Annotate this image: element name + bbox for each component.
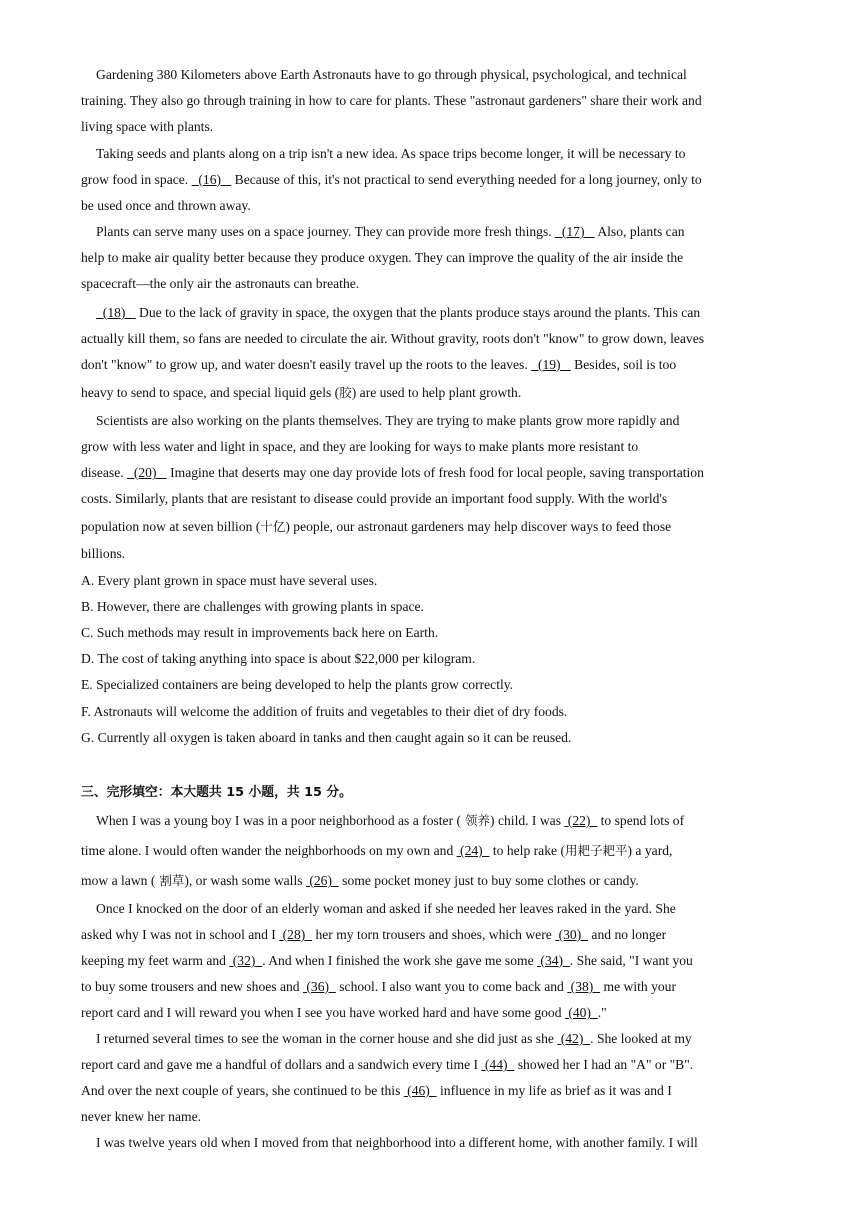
text-line: help to make air quality better because they produce oxygen. They can improve the quality of the air inside the	[81, 250, 684, 265]
paragraph-uses	[81, 219, 781, 297]
text-segment: I returned several times to see the woman in the corner house and she did just as she	[96, 1031, 558, 1046]
text-line	[81, 974, 781, 1000]
blank-36[interactable]: (36)	[303, 979, 336, 994]
text-line	[81, 1078, 781, 1104]
text-segment-cjk: 用耙子耙平	[564, 843, 628, 858]
text-line: living space with plants.	[81, 119, 214, 134]
paragraph-elderly-woman	[81, 896, 781, 1026]
text-line: spacecraft—the only air the astronauts can breathe.	[81, 276, 360, 291]
text-segment: . And when I finished the work she gave me some	[262, 953, 538, 968]
text-line	[81, 922, 781, 948]
blank-19[interactable]: (19)	[531, 357, 571, 372]
text-segment: heavy to send to space, and special liquid gels (	[81, 385, 340, 400]
text-segment: asked why I was not in school and I	[81, 927, 280, 942]
paragraph-intro	[81, 62, 781, 140]
text-line: actually kill them, so fans are needed to circulate the air. Without gravity, roots don't "know" to grow down, leaves	[81, 331, 705, 346]
text-segment: ), or wash some walls	[184, 873, 306, 888]
text-line: never knew her name.	[81, 1109, 202, 1124]
text-line	[81, 512, 781, 541]
text-line	[81, 300, 781, 326]
text-segment: ."	[597, 1005, 607, 1020]
text-segment: grow food in space.	[81, 172, 192, 187]
blank-17[interactable]: (17)	[555, 224, 595, 239]
text-line	[81, 219, 781, 245]
blank-44[interactable]: (44)	[481, 1057, 515, 1072]
text-line	[81, 167, 781, 193]
text-segment: report card and gave me a handful of dollars and a sandwich every time I	[81, 1057, 482, 1072]
blank-46[interactable]: (46)	[403, 1083, 437, 1098]
blank-30[interactable]: (30)	[555, 927, 589, 942]
text-segment: report card and I will reward you when I see you have worked hard and have some good	[81, 1005, 565, 1020]
text-segment: ) people, our astronaut gardeners may help discover ways to feed those	[285, 519, 672, 534]
blank-42[interactable]: (42)	[557, 1031, 591, 1046]
blank-24[interactable]: (24)	[456, 843, 490, 858]
text-segment: her my torn trousers and shoes, which were	[312, 927, 556, 942]
text-segment: and no longer	[588, 927, 667, 942]
paragraph-seeds	[81, 141, 781, 219]
text-segment: don't "know" to grow up, and water doesn't easily travel up the roots to the leaves.	[81, 357, 532, 372]
text-segment: some pocket money just to buy some clothes or candy.	[338, 873, 639, 888]
text-segment: Because of this, it's not practical to send everything needed for a long journey, only to	[231, 172, 702, 187]
paragraph-moved	[81, 1130, 781, 1156]
blank-16[interactable]: (16)	[191, 172, 232, 187]
text-line	[81, 460, 781, 486]
text-segment: Besides, soil is too	[570, 357, 677, 372]
text-line	[81, 868, 781, 894]
text-segment: When I was a young boy I was in a poor neighborhood as a foster (	[96, 813, 462, 828]
text-line	[81, 1000, 781, 1026]
text-line: Gardening 380 Kilometers above Earth Astronauts have to go through physical, psychological, and technical	[96, 67, 687, 82]
blank-22[interactable]: (22)	[564, 813, 598, 828]
text-segment: to spend lots of	[597, 813, 685, 828]
text-line: be used once and thrown away.	[81, 198, 251, 213]
text-segment: Plants can serve many uses on a space journey. They can provide more fresh things.	[96, 224, 556, 239]
text-segment: . She said, "I want you	[569, 953, 693, 968]
text-segment: mow a lawn (	[81, 873, 156, 888]
paragraph-returned	[81, 1026, 781, 1130]
paragraph-challenges	[81, 300, 781, 407]
blank-26[interactable]: (26)	[305, 873, 339, 888]
text-segment: disease.	[81, 465, 128, 480]
text-segment-cjk: 割草	[155, 873, 185, 888]
text-segment: to help rake (	[489, 843, 565, 858]
blank-34[interactable]: (34)	[537, 953, 570, 968]
text-line	[81, 808, 781, 838]
text-line: training. They also go through training in how to care for plants. These "astronaut gardeners" share their work and	[81, 93, 702, 108]
text-segment: ) child. I was	[490, 813, 565, 828]
text-line	[81, 352, 781, 378]
text-segment: population now at seven billion (	[81, 519, 261, 534]
option-g[interactable]: G. Currently all oxygen is taken aboard in tanks and then caught again so it can be reused.	[81, 730, 572, 745]
text-line: grow with less water and light in space, and they are looking for ways to make plants more resistant to	[81, 439, 639, 454]
option-f[interactable]: F. Astronauts will welcome the addition of fruits and vegetables to their diet of dry foods.	[81, 704, 568, 719]
text-line: Scientists are also working on the plants themselves. They are trying to make plants grow more rapidly and	[96, 413, 680, 428]
text-segment: . She looked at my	[590, 1031, 692, 1046]
section-title: 三、完形填空：本大题共 15 小题，共 15 分。	[81, 785, 352, 800]
text-segment: showed her I had an "A" or "B".	[514, 1057, 694, 1072]
text-segment: time alone. I would often wander the neighborhoods on my own and	[81, 843, 457, 858]
text-segment-cjk: 十亿	[260, 519, 286, 534]
option-d[interactable]: D. The cost of taking anything into space is about $22,000 per kilogram.	[81, 651, 476, 666]
text-line: Once I knocked on the door of an elderly woman and asked if she needed her leaves raked in the yard. She	[96, 901, 676, 916]
text-segment: keeping my feet warm and	[81, 953, 230, 968]
text-segment-cjk: 领养	[461, 813, 491, 828]
text-segment: ) are used to help plant growth.	[351, 385, 522, 400]
paragraph-foster-child	[81, 808, 781, 894]
option-e[interactable]: E. Specialized containers are being developed to help the plants grow correctly.	[81, 677, 514, 692]
text-segment: ) a yard,	[627, 843, 673, 858]
text-segment: Also, plants can	[594, 224, 685, 239]
text-segment-cjk: 胶	[339, 385, 352, 400]
text-line	[81, 1026, 781, 1052]
blank-32[interactable]: (32)	[229, 953, 263, 968]
text-line	[81, 378, 781, 407]
text-line: costs. Similarly, plants that are resistant to disease could provide an important food supply. With the world's	[81, 491, 668, 506]
blank-40[interactable]: (40)	[564, 1005, 598, 1020]
text-segment: And over the next couple of years, she continued to be this	[81, 1083, 404, 1098]
blank-18[interactable]: (18)	[96, 305, 136, 320]
blank-28[interactable]: (28)	[279, 927, 313, 942]
paragraph-scientists	[81, 408, 781, 567]
text-line: I was twelve years old when I moved from that neighborhood into a different home, with another family. I will	[96, 1135, 698, 1150]
option-b[interactable]: B. However, there are challenges with growing plants in space.	[81, 599, 424, 614]
option-c[interactable]: C. Such methods may result in improvements back here on Earth.	[81, 625, 439, 640]
text-segment: Due to the lack of gravity in space, the oxygen that the plants produce stays around the plants. This can	[135, 305, 701, 320]
text-segment: me with your	[600, 979, 676, 994]
blank-20[interactable]: (20)	[127, 465, 167, 480]
text-segment: Imagine that deserts may one day provide lots of fresh food for local people, saving transportation	[166, 465, 704, 480]
text-line	[81, 838, 781, 868]
blank-38[interactable]: (38)	[567, 979, 601, 994]
option-a[interactable]: A. Every plant grown in space must have several uses.	[81, 573, 378, 588]
text-segment: school. I also want you to come back and	[335, 979, 568, 994]
text-line: billions.	[81, 546, 126, 561]
text-segment: to buy some trousers and new shoes and	[81, 979, 303, 994]
text-line	[81, 948, 781, 974]
text-line	[81, 1052, 781, 1078]
text-segment: influence in my life as brief as it was and I	[436, 1083, 672, 1098]
text-line: Taking seeds and plants along on a trip isn't a new idea. As space trips become longer, it will be necessary to	[96, 146, 686, 161]
